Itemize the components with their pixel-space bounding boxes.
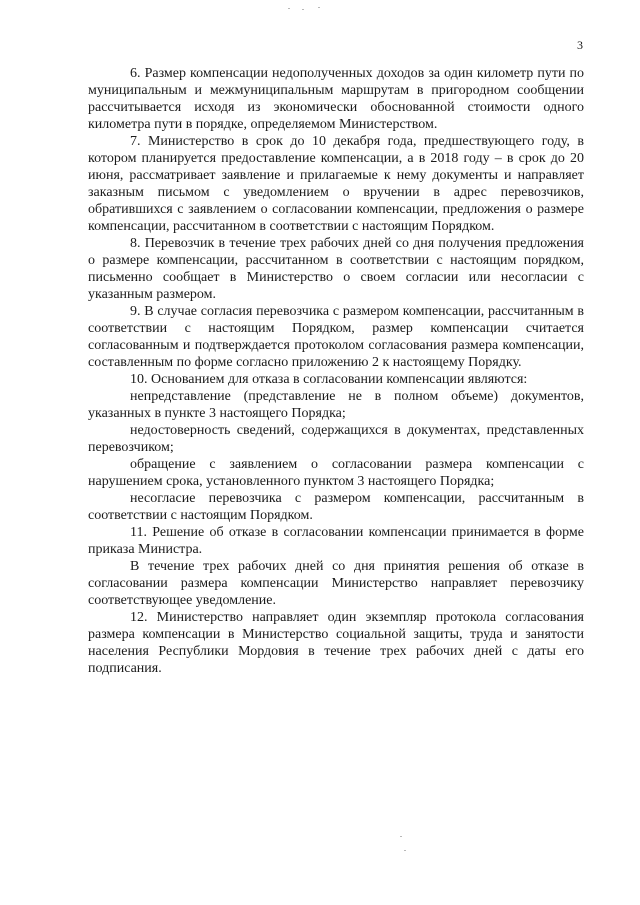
paragraph-item-8: 8. Перевозчик в течение трех рабочих дней со дня получения предложения о размере компенсации, рассчитанном в соответствии с настоящим порядком, письменно сообщает в Министерство о своем согласии или несогласии с указанным размером.	[88, 236, 584, 302]
paragraph-item-12: 12. Министерство направляет один экземпляр протокола согласования размера компенсации в Министерство социальной защиты, труда и занятости населения Республики Мордовия в течение трех рабочих дней с даты его подписания.	[88, 610, 584, 676]
scan-artifact	[400, 836, 402, 837]
paragraph-item-6: 6. Размер компенсации недополученных доходов за один километр пути по муниципальным и межмуниципальным маршрутам в пригородном сообщении рассчитывается исходя из экономически обоснованной стоимости одного километра пути в порядке, определяемом Министерством.	[88, 66, 584, 132]
scan-artifact	[302, 9, 304, 10]
paragraph-item-9: 9. В случае согласия перевозчика с размером компенсации, рассчитанным в соответствии с настоящим Порядком, размер компенсации считается согласованным и подтверждается протоколом согласования размера компенсации, составленным по форме согласно приложению 2 к настоящему Порядку.	[88, 304, 584, 370]
refusal-reason-3: обращение с заявлением о согласовании размера компенсации с нарушением срока, установленного пунктом 3 настоящего Порядка;	[88, 457, 584, 489]
paragraph-item-11: 11. Решение об отказе в согласовании компенсации принимается в форме приказа Министра.	[88, 525, 584, 557]
refusal-reason-4: несогласие перевозчика с размером компенсации, рассчитанным в соответствии с настоящим Порядком.	[88, 491, 584, 523]
scan-artifact	[318, 7, 320, 8]
document-body	[88, 65, 584, 677]
paragraph-item-7: 7. Министерство в срок до 10 декабря года, предшествующего году, в котором планируется предоставление компенсации, а в 2018 году – в срок до 20 июня, рассматривает заявление и прилагаемые к нему документы и направляет заказным письмом с уведомлением о вручении в адрес перевозчиков, обратившихся с заявлением о согласовании компенсации, предложения о размере компенсации, рассчитанном в соответствии с настоящим Порядком.	[88, 134, 584, 234]
scan-artifact	[404, 850, 406, 851]
refusal-notice-paragraph: В течение трех рабочих дней со дня принятия решения об отказе в согласовании размера компенсации Министерство направляет перевозчику соответствующее уведомление.	[88, 559, 584, 608]
page-number: 3	[577, 38, 583, 52]
refusal-reason-1: непредставление (представление не в полном объеме) документов, указанных в пункте 3 настоящего Порядка;	[88, 389, 584, 421]
paragraph-item-10: 10. Основанием для отказа в согласовании компенсации являются:	[130, 372, 528, 387]
scan-artifact	[288, 8, 290, 9]
refusal-reason-2: недостоверность сведений, содержащихся в документах, представленных перевозчиком;	[88, 423, 584, 455]
